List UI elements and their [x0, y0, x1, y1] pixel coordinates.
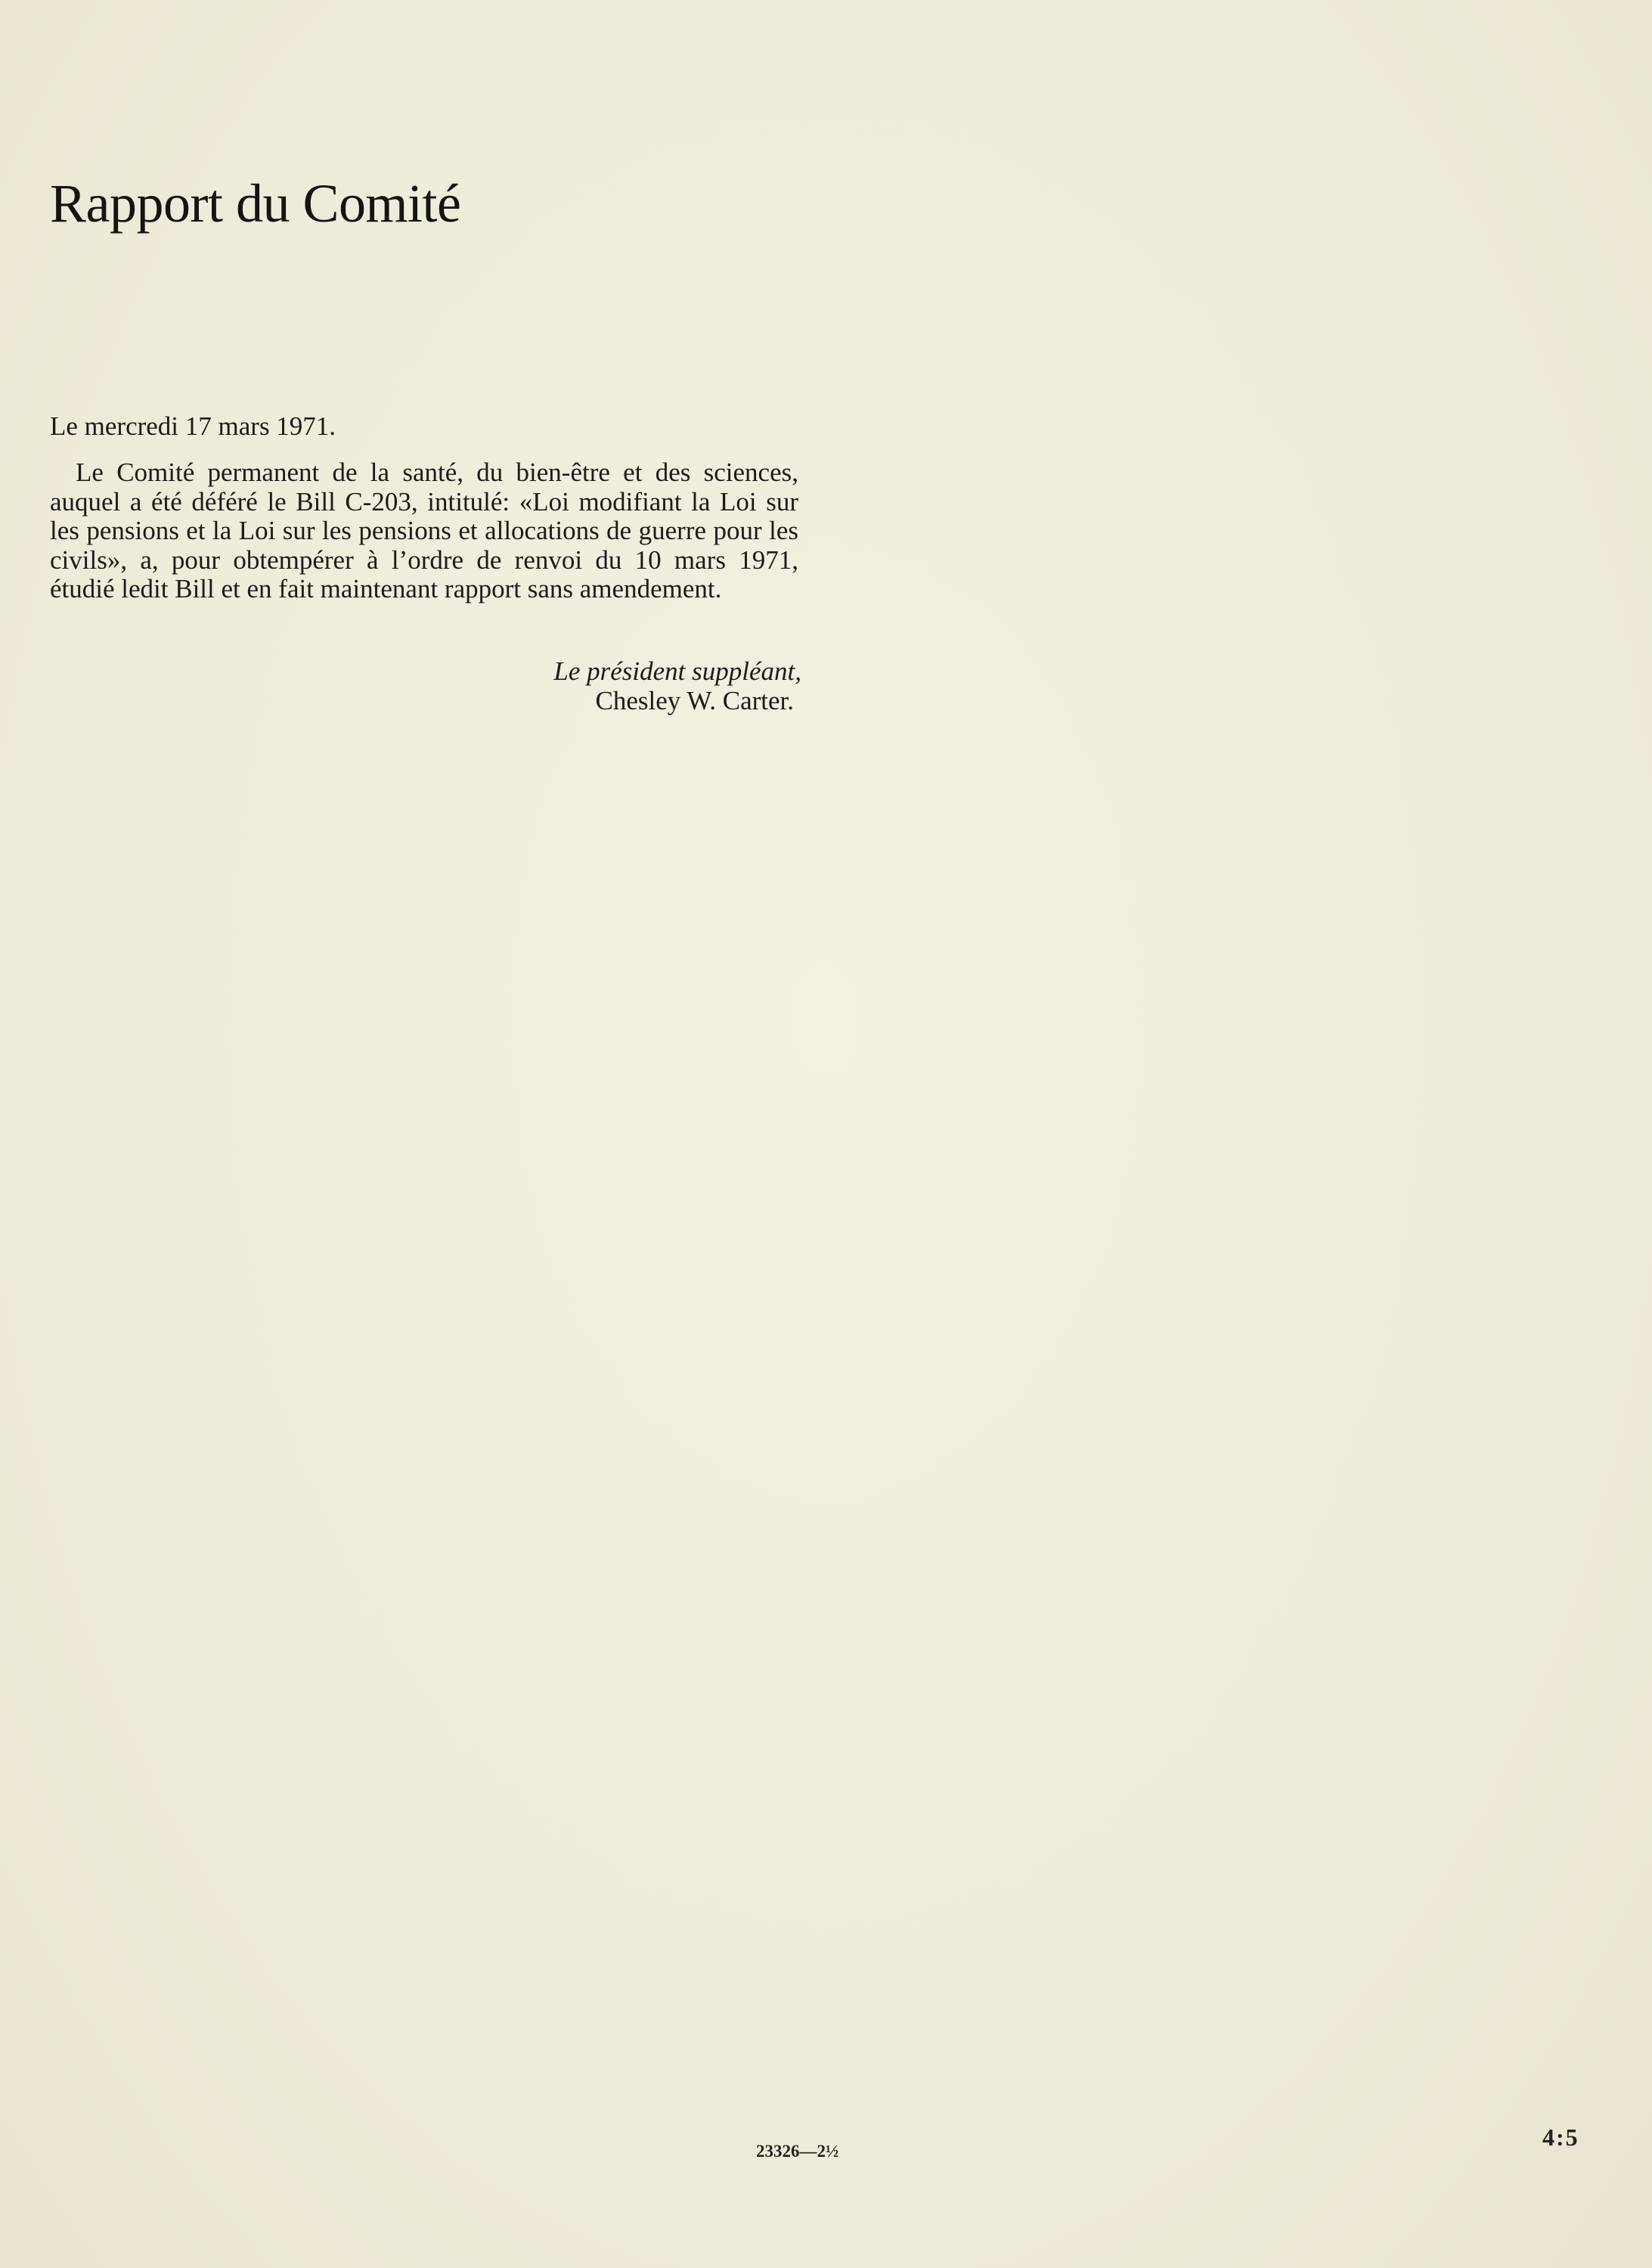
report-body-paragraph: Le Comité permanent de la santé, du bien-être et des sciences, auquel a été déféré le Bill C-203, intitulé: «Loi modifiant la Loi sur les pensions et la Loi sur les pensions et allocations de guerre pour les civils», a, pour obtempérer à l’ordre de renvoi du 10 mars 1971, étudié ledit Bill et en fait maintenant rapport sans amendement.	[50, 458, 798, 603]
page-number: 4:5	[1542, 2124, 1579, 2151]
signature-title: Le président suppléant,	[553, 656, 801, 686]
footer-printing-code: 23326—2½	[756, 2142, 839, 2161]
signature-block	[423, 656, 801, 715]
report-date: Le mercredi 17 mars 1971.	[50, 411, 336, 441]
report-title: Rapport du Comité	[50, 173, 461, 234]
signature-name: Chesley W. Carter.	[595, 686, 794, 715]
